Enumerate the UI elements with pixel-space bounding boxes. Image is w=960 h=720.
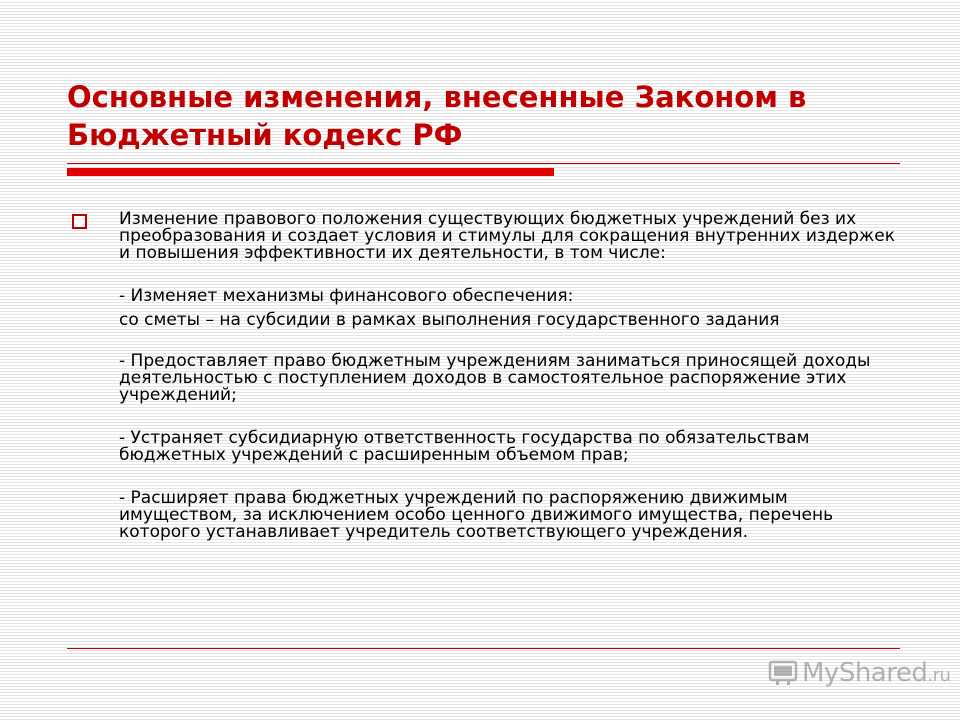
list-item: - Изменяет механизмы финансового обеспечения: <box>119 286 574 306</box>
list-item: со сметы – на субсидии в рамках выполнения государственного задания <box>119 310 780 330</box>
list-item: - Предоставляет право бюджетным учреждениям заниматься приносящей доходы деятельностью с поступлением доходов в самостоятельное распоряжение этих учреждений; <box>119 351 871 405</box>
title-divider-line <box>67 163 900 164</box>
watermark-text: MyShared.ru <box>802 658 951 688</box>
square-bullet-icon <box>72 214 87 229</box>
mysharedru-logo-icon <box>768 658 798 688</box>
slide-title: Основные изменения, внесенные Законом в Бюджетный кодекс РФ <box>67 80 807 152</box>
title-accent-bar <box>67 168 554 176</box>
watermark-logo <box>768 656 950 690</box>
intro-paragraph: Изменение правового положения существующих бюджетных учреждений без их преобразования и создает условия и стимулы для сокращения внутренних издержек и повышения эффективности их деятельности, в том числе: <box>119 209 895 263</box>
bottom-divider-line <box>67 648 900 649</box>
list-item: - Устраняет субсидиарную ответственность государства по обязательствам бюджетных учреждений с расширенным объемом прав; <box>119 428 810 465</box>
slide-body <box>119 211 899 541</box>
list-item: - Расширяет права бюджетных учреждений по распоряжению движимым имуществом, за исключением особо ценного движимого имущества, перечень которого устанавливает учредитель соответствующего учреждения. <box>119 488 834 542</box>
